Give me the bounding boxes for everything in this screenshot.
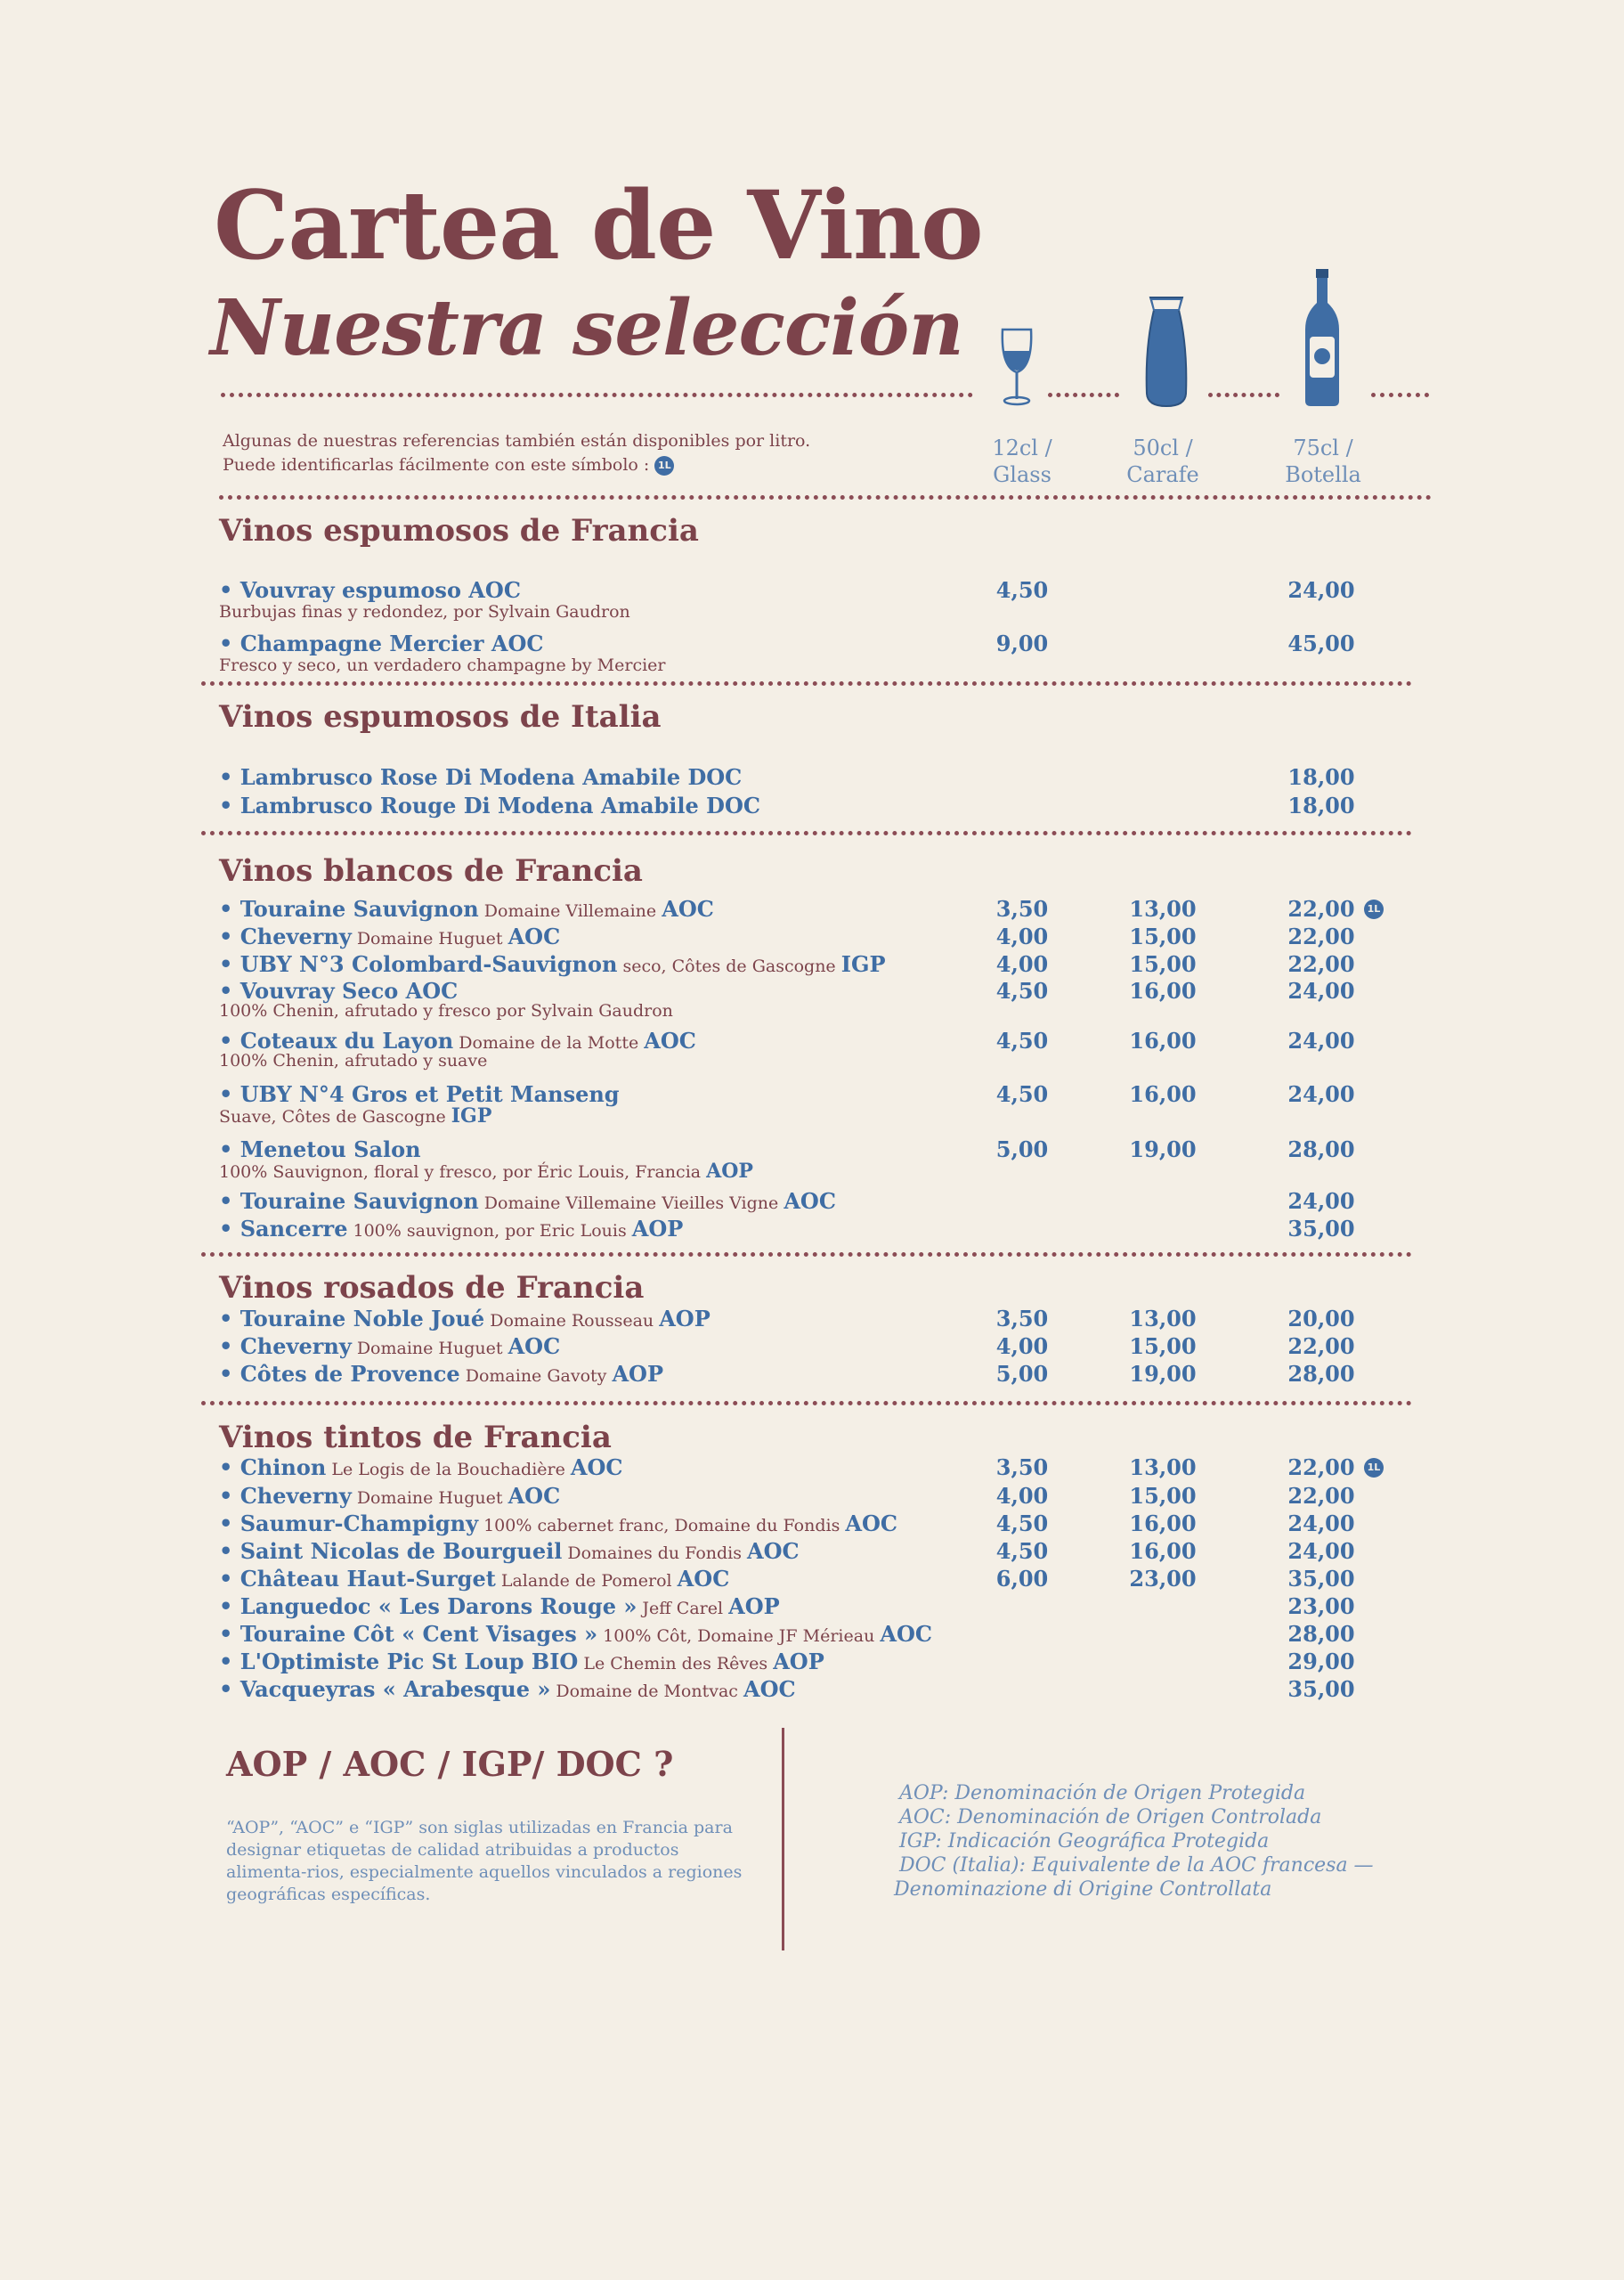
price-bottle: 22,00 [1287, 896, 1355, 922]
page-subtitle: Nuestra selección [210, 283, 963, 373]
wine-row [219, 1361, 1466, 1388]
wine-description-text: 100% Chenin, afrutado y fresco por Sylvain Gaudron [219, 1001, 673, 1021]
wine-name: • Saumur-Champigny [219, 1510, 479, 1536]
wine-description-text: 100% Chenin, afrutado y suave [219, 1051, 488, 1071]
wine-name-line [219, 793, 760, 818]
price-bottle: 24,00 [1287, 1538, 1355, 1564]
wine-row [219, 1676, 1466, 1703]
wine-description-text: Suave, Côtes de Gascogne [219, 1107, 451, 1127]
wine-row [219, 951, 1466, 978]
wine-row [219, 1510, 1466, 1537]
price-bottle: 24,00 [1287, 1081, 1355, 1107]
definition-doc: DOC (Italia): Equivalente de la AOC francesa — [899, 1854, 1374, 1877]
wine-name-line [219, 1136, 421, 1162]
wine-name: • Vacqueyras « Arabesque » [219, 1676, 551, 1702]
price-bottle: 29,00 [1287, 1649, 1355, 1674]
price-carafe: 23,00 [1129, 1566, 1197, 1592]
wine-producer: Domaine Huguet [351, 1339, 508, 1358]
wine-name-line [219, 1306, 710, 1331]
price-glass: 6,00 [995, 1566, 1049, 1592]
price-bottle: 28,00 [1287, 1136, 1355, 1162]
wine-name: • Cheverny [219, 924, 352, 949]
price-carafe: 16,00 [1129, 1081, 1197, 1107]
wine-name-line [219, 1454, 623, 1480]
price-glass: 4,50 [995, 1081, 1049, 1107]
wine-row [219, 1216, 1466, 1242]
wine-producer: Domaine Villemaine Vieilles Vigne [478, 1193, 784, 1213]
definition-igp: IGP: Indicación Geográfica Protegida [899, 1830, 1270, 1852]
wine-row [219, 1333, 1466, 1360]
wine-name: • Vouvray Seco AOC [219, 978, 459, 1004]
wine-label: AOC [644, 1028, 696, 1054]
wine-label: AOP [631, 1216, 684, 1242]
wine-producer: Jeff Carel [637, 1599, 729, 1618]
wine-row [219, 764, 1466, 791]
column-carafe-name: Carafe [1126, 462, 1199, 487]
wine-producer: Le Chemin des Rêves [578, 1654, 774, 1673]
wine-name: • Côtes de Provence [219, 1361, 460, 1387]
price-bottle: 24,00 [1287, 1510, 1355, 1536]
price-glass: 9,00 [995, 631, 1049, 656]
price-bottle: 18,00 [1287, 764, 1355, 790]
price-glass: 3,50 [995, 896, 1049, 922]
wine-row [219, 1306, 1466, 1332]
wine-label: AOC [508, 924, 561, 949]
footer-title: AOP / AOC / IGP/ DOC ? [226, 1744, 674, 1784]
wine-name-line [219, 1676, 796, 1702]
wine-name-line [219, 1216, 683, 1242]
price-glass: 4,00 [995, 1333, 1049, 1359]
intro-line-2: Puede identificarlas fácilmente con este símbolo : [223, 455, 650, 475]
price-bottle: 24,00 [1287, 577, 1355, 603]
wine-row [219, 1621, 1466, 1648]
wine-name: • Lambrusco Rouge Di Modena Amabile DOC [219, 793, 760, 818]
wine-name: • Coteaux du Layon [219, 1028, 454, 1054]
wine-row [219, 1483, 1466, 1510]
price-carafe: 19,00 [1129, 1136, 1197, 1162]
footer-text: “AOP”, “AOC” e “IGP” son siglas utilizadas en Francia para designar etiquetas de calidad atribuidas a productos alimenta-rios, especialmente aquellos vinculados a regiones geográficas específicas. [226, 1818, 743, 1904]
footer-definitions [894, 1781, 1374, 1901]
price-carafe: 19,00 [1129, 1361, 1197, 1387]
intro-line-1: Algunas de nuestras referencias también están disponibles por litro. [223, 431, 811, 451]
section-divider [201, 1401, 1412, 1405]
price-glass: 4,00 [995, 1483, 1049, 1509]
wine-row [219, 1649, 1466, 1675]
wine-description [219, 656, 666, 675]
wine-producer: Domaine Huguet [351, 1488, 508, 1508]
wine-name: • Champagne Mercier AOC [219, 631, 544, 656]
wine-label: IGP [451, 1104, 492, 1128]
wine-name-line [219, 1510, 897, 1536]
wine-name: • Vouvray espumoso AOC [219, 577, 521, 603]
wine-description-text: Burbujas finas y redondez, por Sylvain Gaudron [219, 602, 630, 622]
column-carafe-size: 50cl / [1133, 436, 1193, 460]
wine-label: AOC [508, 1483, 561, 1509]
wine-label: AOP [659, 1306, 710, 1331]
column-bottle [1252, 435, 1394, 488]
wine-name-line [219, 1621, 932, 1647]
page-title: Cartea de Vino [214, 169, 983, 281]
wine-producer: Domaine de Montvac [550, 1682, 743, 1701]
section-title: Vinos espumosos de Francia [219, 513, 699, 549]
price-bottle: 20,00 [1287, 1306, 1355, 1331]
wine-name: • Lambrusco Rose Di Modena Amabile DOC [219, 764, 743, 790]
wine-name: • Menetou Salon [219, 1136, 421, 1162]
wine-description [219, 1160, 753, 1183]
wine-name-line [219, 1333, 560, 1359]
wine-name: • Languedoc « Les Darons Rouge » [219, 1593, 637, 1619]
price-glass: 3,50 [995, 1454, 1049, 1480]
price-bottle: 22,00 [1287, 1454, 1355, 1480]
wine-name-line [219, 577, 521, 603]
price-bottle: 24,00 [1287, 1188, 1355, 1214]
liter-badge: 1L [1364, 1458, 1384, 1478]
price-bottle: 22,00 [1287, 1483, 1355, 1509]
wine-description-text: Fresco y seco, un verdadero champagne by Mercier [219, 656, 666, 675]
price-glass: 4,50 [995, 1538, 1049, 1564]
section-title: Vinos tintos de Francia [219, 1420, 612, 1455]
wine-producer: Domaine de la Motte [453, 1033, 645, 1053]
price-bottle: 28,00 [1287, 1621, 1355, 1647]
wine-producer: Domaine Huguet [351, 929, 508, 949]
price-glass: 5,00 [995, 1136, 1049, 1162]
price-bottle: 24,00 [1287, 978, 1355, 1004]
column-bottle-name: Botella [1285, 462, 1361, 487]
price-glass: 4,50 [995, 1028, 1049, 1054]
bottle-icon [1300, 267, 1344, 410]
wine-name-line [219, 1593, 780, 1619]
wine-description [219, 1104, 491, 1128]
price-carafe: 13,00 [1129, 896, 1197, 922]
wine-row [219, 631, 1466, 657]
section-divider [201, 681, 1412, 686]
price-carafe: 16,00 [1129, 1510, 1197, 1536]
liter-badge: 1L [654, 456, 674, 476]
wine-description [219, 1001, 673, 1021]
wine-name: • Château Haut-Surget [219, 1566, 496, 1592]
wine-row [219, 793, 1466, 819]
price-glass: 4,00 [995, 951, 1049, 977]
price-carafe: 15,00 [1129, 1483, 1197, 1509]
wine-producer: Domaine Villemaine [478, 901, 662, 921]
price-bottle: 35,00 [1287, 1566, 1355, 1592]
wine-row [219, 896, 1466, 923]
footer-divider [782, 1728, 784, 1950]
wine-row [219, 1538, 1466, 1565]
wine-name: • Sancerre [219, 1216, 348, 1242]
wine-row [219, 1566, 1466, 1592]
column-carafe [1092, 435, 1234, 488]
wine-name-line [219, 951, 886, 977]
wine-producer: Domaine Rousseau [484, 1311, 660, 1331]
wine-name: • Cheverny [219, 1333, 352, 1359]
wine-name-line [219, 1028, 696, 1054]
wine-name-line [219, 896, 714, 922]
wine-name: • UBY N°3 Colombard-Sauvignon [219, 951, 618, 977]
wine-name: • L'Optimiste Pic St Loup BIO [219, 1649, 579, 1674]
section-title: Vinos espumosos de Italia [219, 699, 662, 735]
wine-name-line [219, 631, 544, 656]
wine-description [219, 602, 630, 622]
wine-producer: seco, Côtes de Gascogne [617, 957, 841, 976]
price-glass: 4,50 [995, 978, 1049, 1004]
liter-badge: 1L [1364, 900, 1384, 919]
price-glass: 3,50 [995, 1306, 1049, 1331]
carafe-icon [1141, 294, 1191, 411]
wine-name-line [219, 1483, 560, 1509]
wine-label: IGP [840, 951, 886, 977]
wine-producer: Domaines du Fondis [562, 1543, 748, 1563]
price-carafe: 15,00 [1129, 924, 1197, 949]
wine-label: AOP [612, 1361, 664, 1387]
wine-description [219, 1051, 487, 1071]
wine-producer: Domaine Gavoty [459, 1366, 613, 1386]
wine-description-text: 100% Sauvignon, floral y fresco, por Éric Louis, Francia [219, 1162, 707, 1182]
wine-label: AOC [845, 1510, 898, 1536]
price-carafe: 15,00 [1129, 951, 1197, 977]
wine-row [219, 1188, 1466, 1215]
price-glass: 4,50 [995, 577, 1049, 603]
wine-label: AOP [728, 1593, 780, 1619]
wine-label: AOC [747, 1538, 800, 1564]
price-glass: 5,00 [995, 1361, 1049, 1387]
wine-name-line [219, 1188, 836, 1214]
definition-aop: AOP: Denominación de Origen Protegida [899, 1782, 1306, 1804]
column-bottle-size: 75cl / [1293, 436, 1353, 460]
column-glass-name: Glass [993, 462, 1052, 487]
intro-text [223, 429, 810, 477]
wine-name-line [219, 1566, 729, 1592]
column-glass-size: 12cl / [992, 436, 1052, 460]
wine-label: AOP [706, 1160, 753, 1183]
price-bottle: 23,00 [1287, 1593, 1355, 1619]
price-bottle: 28,00 [1287, 1361, 1355, 1387]
wine-name: • Touraine Sauvignon [219, 896, 479, 922]
section-divider [201, 1252, 1412, 1257]
wine-name-line [219, 1538, 800, 1564]
price-carafe: 13,00 [1129, 1454, 1197, 1480]
section-divider [201, 831, 1412, 835]
wine-label: AOP [773, 1649, 824, 1674]
wine-label: AOC [662, 896, 714, 922]
definition-aoc: AOC: Denominación de Origen Controlada [899, 1806, 1322, 1828]
wine-name: • Saint Nicolas de Bourgueil [219, 1538, 563, 1564]
wine-row [219, 1593, 1466, 1620]
wine-producer: 100% Côt, Domaine JF Mérieau [597, 1626, 881, 1646]
wine-producer: 100% sauvignon, por Eric Louis [347, 1221, 632, 1241]
wine-producer: Lalande de Pomerol [495, 1571, 678, 1591]
price-bottle: 35,00 [1287, 1216, 1355, 1242]
wine-name: • Touraine Côt « Cent Visages » [219, 1621, 598, 1647]
wine-name: • Touraine Sauvignon [219, 1188, 479, 1214]
wine-name: • UBY N°4 Gros et Petit Manseng [219, 1081, 620, 1107]
wine-row [219, 924, 1466, 950]
definition-doc-2: Denominazione di Origine Controllata [894, 1878, 1272, 1901]
wine-name-line [219, 978, 458, 1004]
wine-label: AOC [570, 1454, 623, 1480]
wine-name-line [219, 1361, 663, 1387]
price-carafe: 16,00 [1129, 1538, 1197, 1564]
wine-name-line [219, 1081, 620, 1107]
wine-name: • Cheverny [219, 1483, 352, 1509]
wine-name-line [219, 1649, 824, 1674]
price-glass: 4,00 [995, 924, 1049, 949]
wine-producer: 100% cabernet franc, Domaine du Fondis [478, 1516, 846, 1535]
price-bottle: 35,00 [1287, 1676, 1355, 1702]
section-title: Vinos blancos de Francia [219, 853, 643, 889]
price-glass: 4,50 [995, 1510, 1049, 1536]
price-carafe: 16,00 [1129, 978, 1197, 1004]
wine-label: AOC [508, 1333, 561, 1359]
wine-glass-icon [997, 321, 1036, 410]
price-bottle: 24,00 [1287, 1028, 1355, 1054]
price-bottle: 18,00 [1287, 793, 1355, 818]
wine-row [219, 577, 1466, 604]
wine-name-line [219, 924, 560, 949]
price-carafe: 16,00 [1129, 1028, 1197, 1054]
section-title: Vinos rosados de Francia [219, 1270, 645, 1306]
price-carafe: 15,00 [1129, 1333, 1197, 1359]
wine-name-line [219, 764, 742, 790]
price-carafe: 13,00 [1129, 1306, 1197, 1331]
price-bottle: 45,00 [1287, 631, 1355, 656]
wine-producer: Le Logis de la Bouchadière [326, 1460, 571, 1479]
wine-name: • Touraine Noble Joué [219, 1306, 485, 1331]
price-bottle: 22,00 [1287, 924, 1355, 949]
wine-name: • Chinon [219, 1454, 327, 1480]
wine-row [219, 1454, 1466, 1481]
wine-label: AOC [880, 1621, 932, 1647]
wine-label: AOC [743, 1676, 796, 1702]
price-bottle: 22,00 [1287, 951, 1355, 977]
wine-label: AOC [784, 1188, 836, 1214]
wine-label: AOC [677, 1566, 730, 1592]
price-bottle: 22,00 [1287, 1333, 1355, 1359]
column-glass [951, 435, 1093, 488]
